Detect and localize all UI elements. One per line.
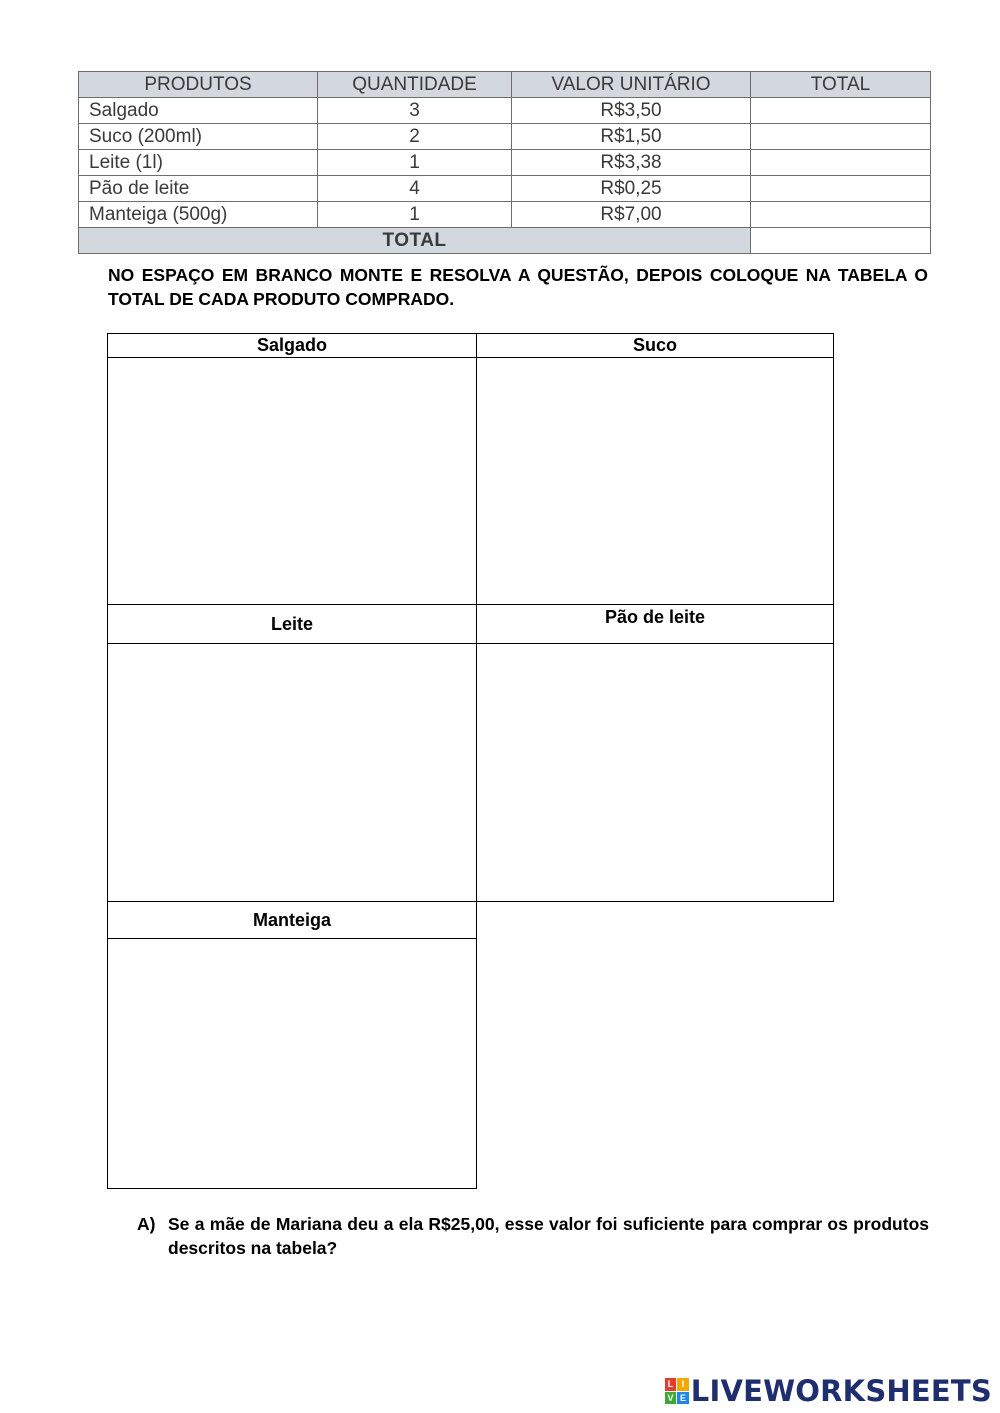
cell-quantidade: 4 [318, 176, 512, 202]
cell-valor-unitario: R$7,00 [512, 202, 751, 228]
work-box-title: Manteiga [108, 902, 476, 939]
work-box-title: Leite [108, 605, 476, 644]
header-produtos: PRODUTOS [79, 72, 318, 98]
logo-mark-icon [665, 1378, 689, 1404]
cell-quantidade: 2 [318, 124, 512, 150]
cell-produto: Pão de leite [79, 176, 318, 202]
cell-total-input[interactable] [751, 150, 931, 176]
cell-valor-unitario: R$1,50 [512, 124, 751, 150]
cell-produto: Manteiga (500g) [79, 202, 318, 228]
logo-mark-letter: L [665, 1378, 677, 1391]
logo-mark-letter: I [677, 1378, 689, 1391]
table-row [79, 150, 931, 176]
table-row [79, 202, 931, 228]
question-text: Se a mãe de Mariana deu a ela R$25,00, esse valor foi suficiente para comprar os produtos descritos na tabela? [168, 1214, 929, 1258]
work-box-manteiga[interactable] [107, 901, 477, 1189]
work-box-title: Suco [477, 334, 833, 358]
header-quantidade: QUANTIDADE [318, 72, 512, 98]
question-a [137, 1212, 929, 1260]
cell-total-input[interactable] [751, 202, 931, 228]
grand-total-input[interactable] [751, 228, 931, 254]
work-box-pao-de-leite[interactable] [476, 604, 834, 902]
liveworksheets-logo [665, 1375, 992, 1407]
cell-total-input[interactable] [751, 176, 931, 202]
question-letter: A) [137, 1214, 156, 1234]
work-box-suco[interactable] [476, 333, 834, 605]
cell-valor-unitario: R$3,50 [512, 98, 751, 124]
instruction-text: NO ESPAÇO EM BRANCO MONTE E RESOLVA A QUESTÃO, DEPOIS COLOQUE NA TABELA O TOTAL DE CADA PRODUTO COMPRADO. [108, 265, 928, 309]
cell-produto: Suco (200ml) [79, 124, 318, 150]
header-total: TOTAL [751, 72, 931, 98]
work-box-title: Pão de leite [477, 605, 833, 644]
logo-mark-letter: E [677, 1392, 689, 1405]
cell-produto: Salgado [79, 98, 318, 124]
logo-text: LIVEWORKSHEETS [690, 1374, 992, 1408]
cell-quantidade: 1 [318, 202, 512, 228]
work-box-salgado[interactable] [107, 333, 477, 605]
header-valor-unitario: VALOR UNITÁRIO [512, 72, 751, 98]
total-label: TOTAL [79, 228, 751, 254]
price-table [78, 71, 931, 254]
table-total-row [79, 228, 931, 254]
price-table-header-row [79, 72, 931, 98]
cell-total-input[interactable] [751, 124, 931, 150]
cell-valor-unitario: R$3,38 [512, 150, 751, 176]
cell-quantidade: 3 [318, 98, 512, 124]
cell-valor-unitario: R$0,25 [512, 176, 751, 202]
work-box-title: Salgado [108, 334, 476, 358]
cell-total-input[interactable] [751, 98, 931, 124]
table-row [79, 98, 931, 124]
logo-mark-letter: V [665, 1392, 677, 1405]
cell-produto: Leite (1l) [79, 150, 318, 176]
table-row [79, 176, 931, 202]
table-row [79, 124, 931, 150]
work-box-leite[interactable] [107, 604, 477, 902]
cell-quantidade: 1 [318, 150, 512, 176]
